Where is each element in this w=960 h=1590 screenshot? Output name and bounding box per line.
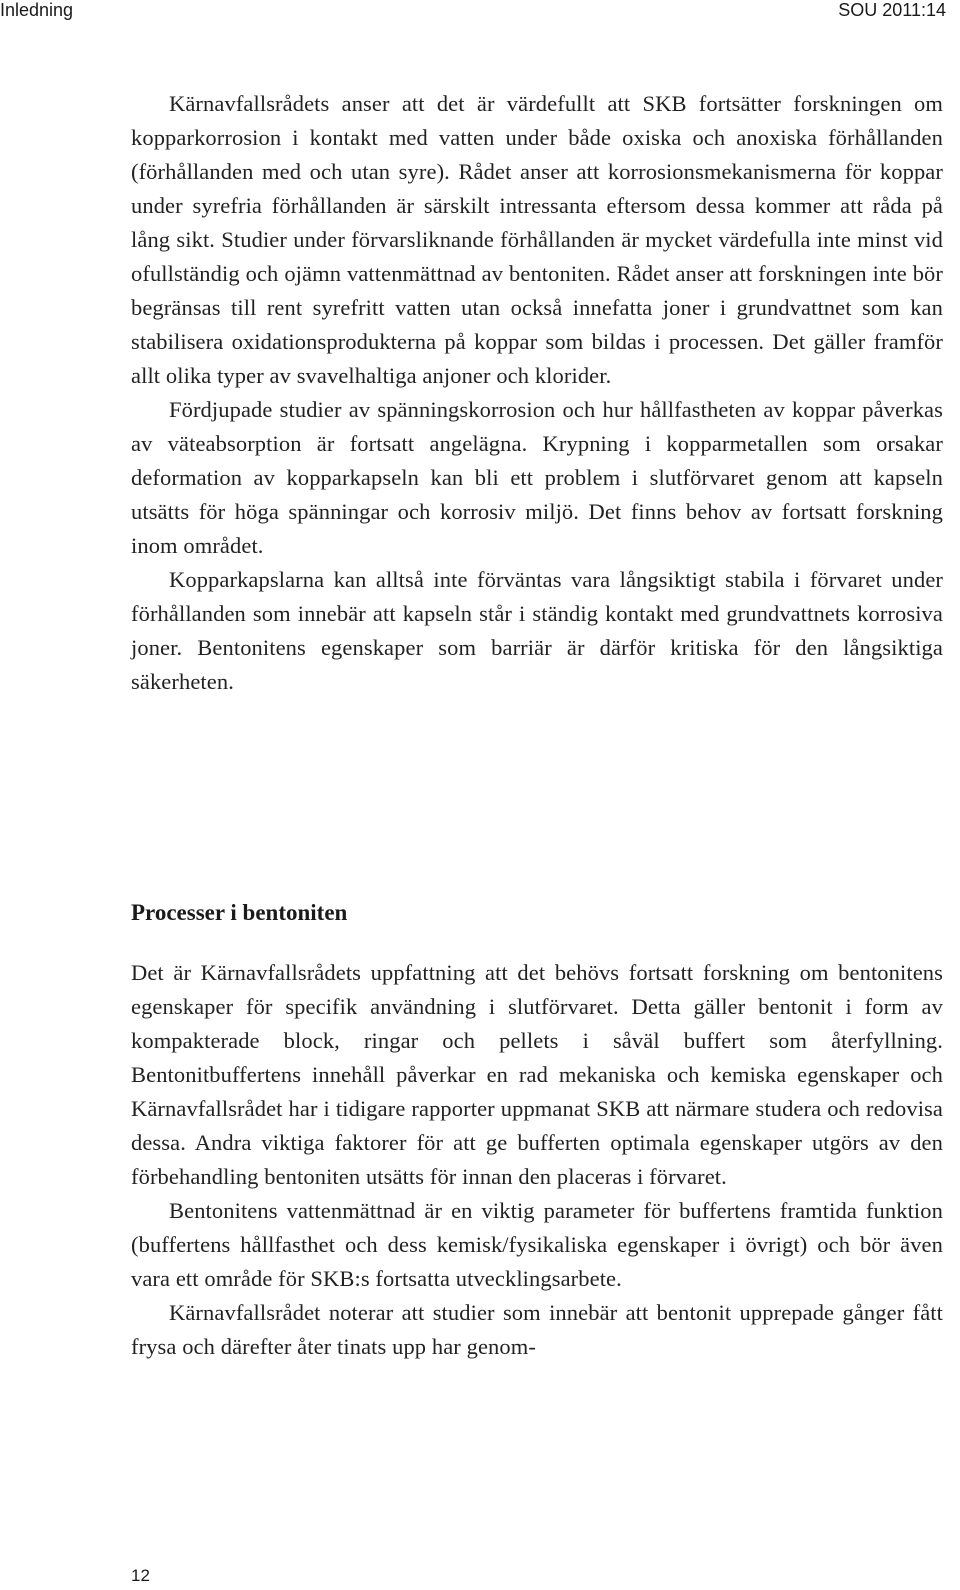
- running-header: [0, 0, 960, 22]
- page-number: 12: [131, 1566, 150, 1585]
- paragraph: Kärnavfallsrådets anser att det är värdefullt att SKB fortsätter forskningen om kopparkorrosion i kontakt med vatten under både oxiska och anoxiska förhållanden (förhållanden med och utan syre). Rådet anser att korrosionsmekanismerna för koppar under syrefria förhållanden är särskilt intressanta eftersom dessa kommer att råda på lång sikt. Studier under förvarsliknande förhållanden är mycket värdefulla inte minst vid ofullständig och ojämn vattenmättnad av bentoniten. Rådet anser att forskningen inte bör begränsas till rent syrefritt vatten utan också innefatta joner i grundvattnet som kan stabilisera oxidationsprodukterna på koppar som bildas i processen. Det gäller framför allt olika typer av svavelhaltiga anjoner och klorider.: [131, 91, 943, 388]
- paragraph: Bentonitens vattenmättnad är en viktig parameter för buffertens framtida funktion (buffertens hållfasthet och dess kemisk/fysikaliska egenskaper i övrigt) och bör även vara ett område för SKB:s fortsatta utvecklingsarbete.: [131, 1198, 943, 1291]
- paragraph: Kärnavfallsrådet noterar att studier som innebär att bentonit upprepade gånger fått frysa och därefter åter tinats upp har genom-: [131, 1300, 943, 1359]
- intro-text: [131, 87, 943, 699]
- paragraph: Det är Kärnavfallsrådets uppfattning att det behövs fortsatt forskning om bentonitens egenskaper för specifik användning i slutförvaret. Detta gäller bentonit i form av kompakterade block, ringar och pellets i såväl buffert som återfyllning. Bentonitbuffertens innehåll påverkar en rad mekaniska och kemiska egenskaper och Kärnavfallsrådet har i tidigare rapporter uppmanat SKB att närmare studera och redovisa dessa. Andra viktiga faktorer för att ge bufferten optimala egenskaper utgörs av den förbehandling bentoniten utsätts för innan den placeras i förvaret.: [131, 960, 943, 1189]
- publication-id: SOU 2011:14: [838, 0, 946, 20]
- section-label: Inledning: [0, 0, 74, 20]
- section-heading: Processer i bentoniten: [131, 900, 348, 925]
- section-text: [131, 956, 943, 1364]
- paragraph: Kopparkapslarna kan alltså inte förväntas vara långsiktigt stabila i förvaret under förhållanden som innebär att kapseln står i ständig kontakt med grundvattnets korrosiva joner. Bentonitens egenskaper som barriär är därför kritiska för den långsiktiga säkerheten.: [131, 567, 943, 694]
- paragraph: Fördjupade studier av spänningskorrosion och hur hållfastheten av koppar påverkas av väteabsorption är fortsatt angelägna. Krypning i kopparmetallen som orsakar deformation av kopparkapseln kan bli ett problem i slutförvaret genom att kapseln utsätts för höga spänningar och korrosiv miljö. Det finns behov av fortsatt forskning inom området.: [131, 397, 943, 558]
